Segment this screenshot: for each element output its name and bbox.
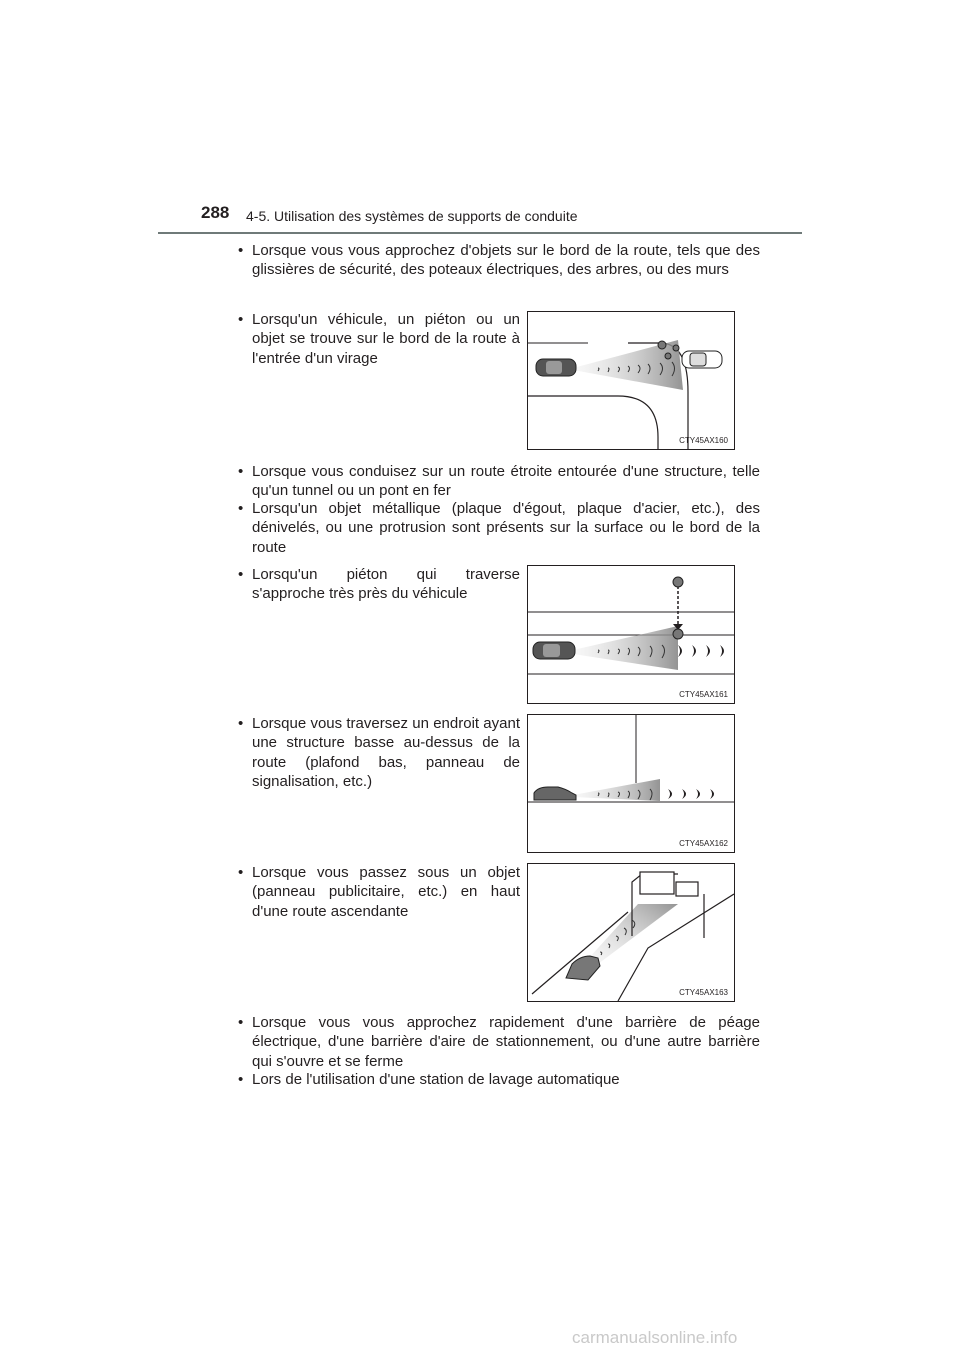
bullet-text: Lorsqu'un véhicule, un piéton ou un objet se trouve sur le bord de la route à l'entrée d'un virage (252, 311, 520, 367)
bullet-text: Lors de l'utilisation d'une station de lavage automatique (252, 1071, 620, 1088)
car-icon (533, 642, 575, 659)
bullet-dot: • (238, 566, 244, 583)
bullet-narrow-road (238, 462, 760, 501)
page-number: 288 (201, 203, 230, 222)
bullet-dot: • (238, 864, 244, 881)
bullet-dot: • (238, 1071, 244, 1088)
uphill-illustration (528, 864, 734, 1001)
bullet-curve-entrance (238, 310, 520, 368)
bullet-dot: • (238, 311, 244, 328)
figure-code: CTY45AX161 (679, 690, 728, 699)
figure-code: CTY45AX162 (679, 839, 728, 848)
bullet-dot: • (238, 715, 244, 732)
figure-low-structure (527, 714, 735, 853)
figure-code: CTY45AX163 (679, 988, 728, 997)
bullet-text: Lorsqu'un piéton qui traverse s'approche très près du véhicule (252, 566, 520, 603)
bullet-text: Lorsque vous vous approchez d'objets sur le bord de la route, tels que des glissières de sécurité, des poteaux électriques, des arbres, ou des murs (252, 242, 760, 279)
bullet-uphill-object (238, 863, 520, 921)
bullet-dot: • (238, 1014, 244, 1031)
bullet-text: Lorsque vous vous approchez rapidement d'une barrière de péage électrique, d'une barrière d'aire de stationnement, ou d'une autre barrière qui s'ouvre et se ferme (252, 1014, 760, 1070)
bullet-car-wash (238, 1070, 760, 1089)
curve-illustration (528, 312, 734, 449)
bullet-metal-object (238, 499, 760, 557)
bullet-crossing-pedestrian (238, 565, 520, 604)
bullet-roadside-objects (238, 241, 760, 280)
bullet-dot: • (238, 463, 244, 480)
car-icon (534, 787, 576, 800)
car-icon (566, 956, 600, 980)
watermark: carmanualsonline.info (572, 1328, 738, 1347)
car-icon (536, 359, 576, 376)
figure-code: CTY45AX160 (679, 436, 728, 445)
bullet-low-structure (238, 714, 520, 791)
bullet-text: Lorsque vous passez sous un objet (panneau publicitaire, etc.) en haut d'une route ascendante (252, 864, 520, 920)
figure-curve (527, 311, 735, 450)
figure-pedestrian (527, 565, 735, 704)
bullet-toll-barrier (238, 1013, 760, 1071)
bullet-text: Lorsque vous conduisez sur un route étroite entourée d'une structure, telle qu'un tunnel ou un pont en fer (252, 463, 760, 500)
header-rule (158, 232, 802, 234)
section-title: 4-5. Utilisation des systèmes de supports de conduite (246, 208, 578, 224)
bullet-text: Lorsque vous traversez un endroit ayant une structure basse au-dessus de la route (plafond bas, panneau de signalisation, etc.) (252, 715, 520, 790)
bullet-text: Lorsqu'un objet métallique (plaque d'égout, plaque d'acier, etc.), des dénivelés, ou une protrusion sont présents sur la surface ou le bord de la route (252, 500, 760, 556)
oncoming-car-icon (682, 351, 722, 368)
bullet-dot: • (238, 500, 244, 517)
figure-uphill (527, 863, 735, 1002)
bullet-dot: • (238, 242, 244, 259)
pedestrian-illustration (528, 566, 734, 703)
low-structure-illustration (528, 715, 734, 852)
